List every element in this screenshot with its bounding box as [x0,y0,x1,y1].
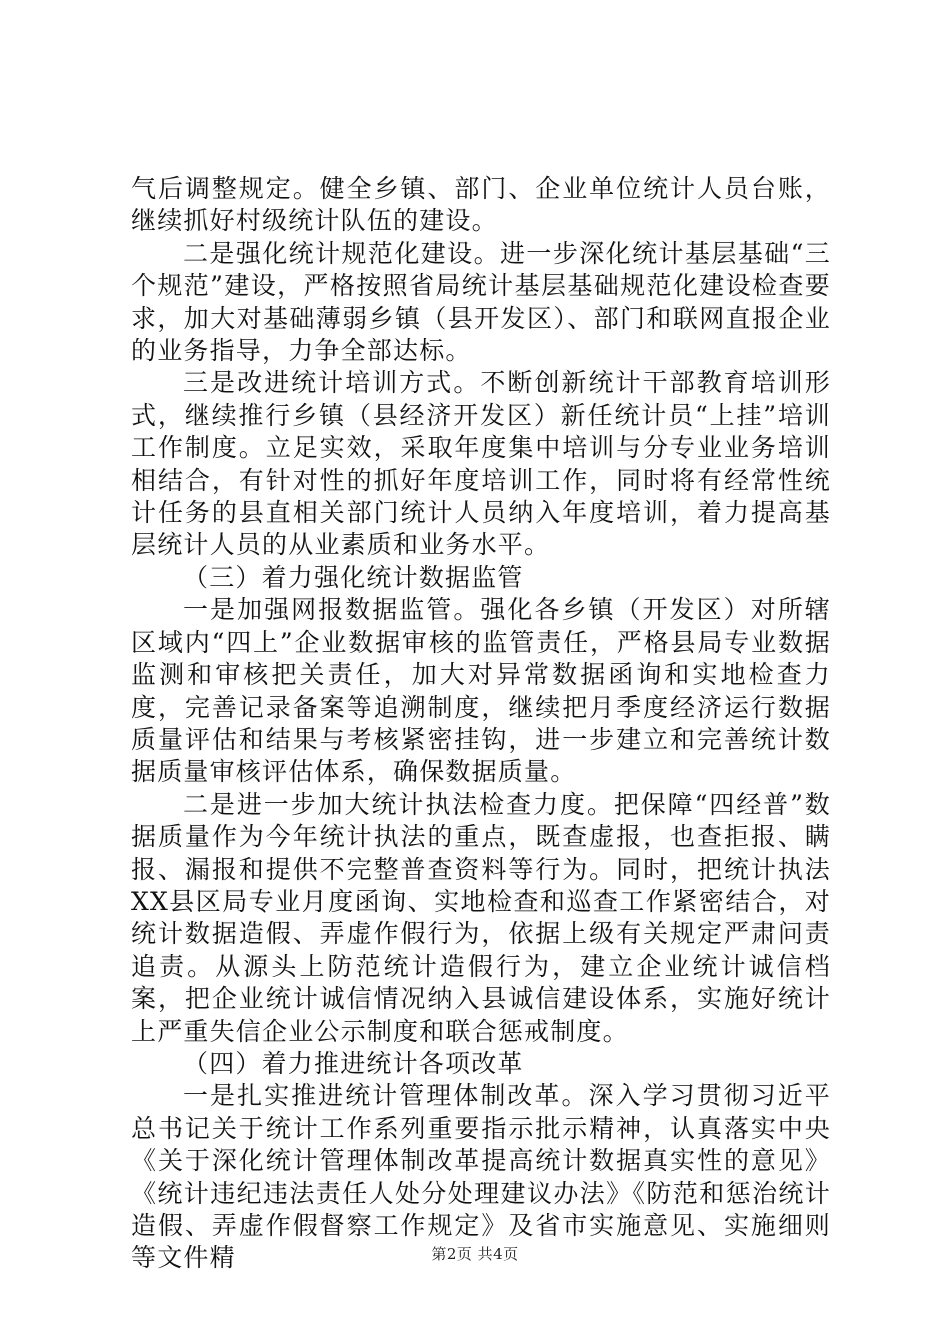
page-number-footer: 第2页 共4页 [431,1245,519,1263]
paragraph-8: 一是扎实推进统计管理体制改革。深入学习贯彻习近平总书记关于统计工作系列重要指示批示精神，认真落实中央《关于深化统计管理体制改革提高统计数据真实性的意见》《统计违纪违法责任人处分处理建议办法》《防范和惩治统计造假、弄虚作假督察工作规定》及省市实施意见、实施细则等文件精 [131,1081,831,1273]
paragraph-5: 一是加强网报数据监管。强化各乡镇（开发区）对所辖区域内“四上”企业数据审核的监管责任，严格县局专业数据监测和审核把关责任，加大对异常数据函询和实地检查力度，完善记录备案等追溯制度，继续把月季度经济运行数据质量评估和结果与考核紧密挂钩，进一步建立和完善统计数据质量审核评估体系，确保数据质量。 [131,595,831,787]
document-body [131,173,831,1275]
paragraph-1: 气后调整规定。健全乡镇、部门、企业单位统计人员台账，继续抓好村级统计队伍的建设。 [131,174,831,236]
paragraph-6: 二是进一步加大统计执法检查力度。把保障“四经普”数据质量作为今年统计执法的重点，既查虚报，也查拒报、瞒报、漏报和提供不完整普查资料等行为。同时，把统计执法XX县区局专业月度函询、实地检查和巡查工作紧密结合，对统计数据造假、弄虚作假行为，依据上级有关规定严肃问责追责。从源头上防范统计造假行为，建立企业统计诚信档案，把企业统计诚信情况纳入县诚信建设体系，实施好统计上严重失信企业公示制度和联合惩戒制度。 [131,789,831,1046]
paragraph-3: 三是改进统计培训方式。不断创新统计干部教育培训形式，继续推行乡镇（县经济开发区）新任统计员“上挂”培训工作制度。立足实效，采取年度集中培训与分专业业务培训相结合，有针对性的抓好年度培训工作，同时将有经常性统计任务的县直相关部门统计人员纳入年度培训，着力提高基层统计人员的从业素质和业务水平。 [131,368,831,560]
section-heading-3: （三）着力强化统计数据监管 [183,562,524,592]
paragraph-2: 二是强化统计规范化建设。进一步深化统计基层基础“三个规范”建设，严格按照省局统计基层基础规范化建设检查要求，加大对基础薄弱乡镇（县开发区）、部门和联网直报企业的业务指导，力争全部达标。 [131,238,831,366]
section-heading-4: （四）着力推进统计各项改革 [183,1048,524,1078]
